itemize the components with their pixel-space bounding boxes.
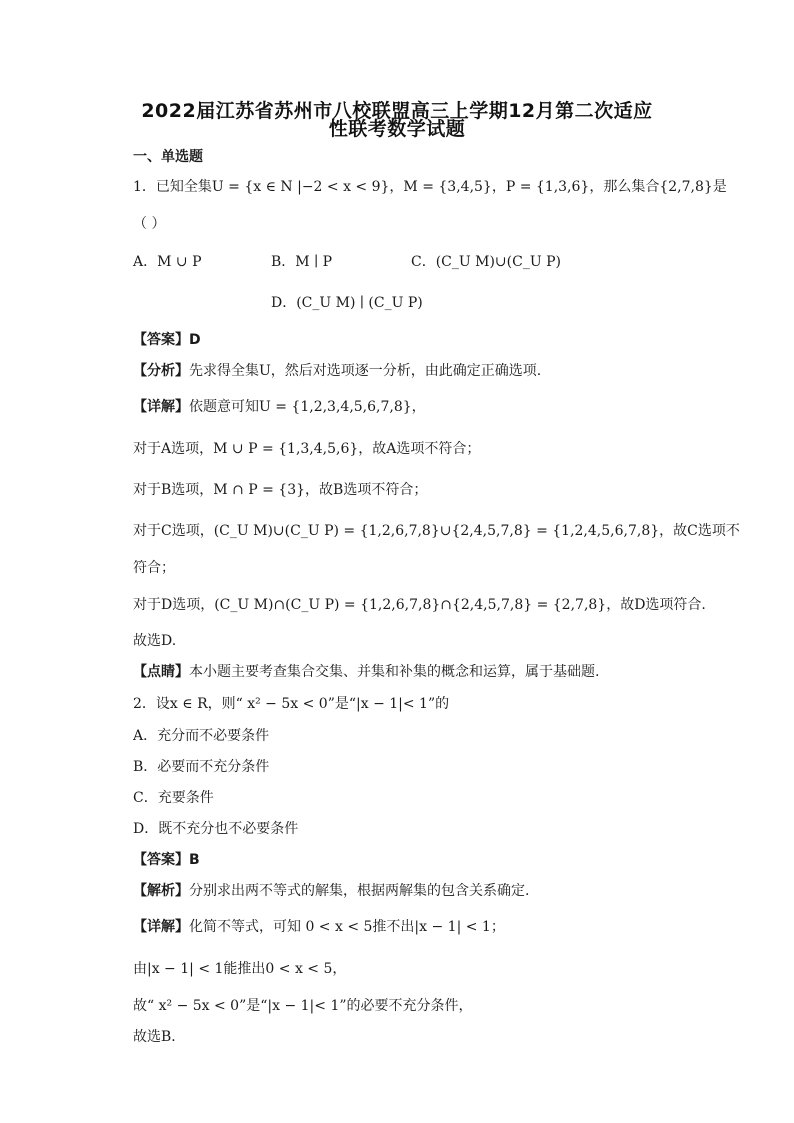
q1-paren: （ ） (133, 216, 166, 232)
q1-analysis-text: 先求得全集U，然后对选项逐一分析，由此确定正确选项. (189, 363, 542, 379)
q1-answer (133, 329, 201, 349)
q2-detail-line-3: 故“ x² − 5x < 0”是“|x − 1|< 1”的必要不充分条件， (133, 998, 473, 1014)
q1-option-a-analysis: 对于A选项，M ∪ P = {1,3,4,5,6}，故A选项不符合； (133, 441, 481, 457)
q1-comment-text: 本小题主要考查集合交集、并集和补集的概念和运算，属于基础题. (189, 664, 600, 680)
q2-analysis-tag: 【解析】 (133, 883, 189, 899)
q1-conclusion: 故选D. (133, 633, 177, 649)
q2-analysis (133, 880, 529, 900)
q1-comment (133, 661, 599, 681)
q1-option-d: D．(C_U M) ∣ (C_U P) (271, 295, 423, 311)
q1-detail-tag: 【详解】 (133, 399, 189, 415)
q1-option-d-analysis: 对于D选项，(C_U M)∩(C_U P) = {1,2,6,7,8}∩{2,4,5,7,8} = {2,7,8}，故D选项符合. (133, 597, 706, 613)
q1-option-c-analysis-cont: 符合； (133, 560, 175, 576)
q2-detail (133, 916, 505, 936)
q2-detail-tag: 【详解】 (133, 919, 189, 935)
q2-answer (133, 849, 200, 869)
q2-stem: 2．设x ∈ R，则“ x² − 5x < 0”是“|x − 1|< 1”的 (133, 696, 450, 712)
q1-answer-label: 【答案】D (133, 332, 201, 348)
q1-analysis-tag: 【分析】 (133, 363, 189, 379)
q2-detail-line-2: 由|x − 1| < 1能推出0 < x < 5， (133, 961, 347, 977)
q1-option-b-analysis: 对于B选项，M ∩ P = {3}，故B选项不符合； (133, 482, 428, 498)
q2-option-d: D．既不充分也不必要条件 (133, 821, 299, 837)
title-line-2: 性联考数学试题 (328, 118, 466, 140)
q2-detail-text: 化简不等式，可知 0 < x < 5推不出|x − 1| < 1； (189, 919, 505, 935)
q2-answer-label: 【答案】B (133, 852, 200, 868)
q1-option-c: C．(C_U M)∪(C_U P) (411, 254, 561, 270)
title-line-1: 2022届江苏省苏州市八校联盟高三上学期12月第二次适应 (141, 100, 653, 122)
q2-option-a: A．充分而不必要条件 (133, 728, 270, 744)
q1-option-b: B．M ∣ P (271, 254, 333, 270)
q1-option-c-analysis: 对于C选项，(C_U M)∪(C_U P) = {1,2,6,7,8}∪{2,4,5,7,8} = {1,2,4,5,6,7,8}，故C选项不 (133, 523, 740, 539)
q1-stem: 1．已知全集U = {x ∈ N |−2 < x < 9}，M = {3,4,5}，P = {1,3,6}，那么集合{2,7,8}是 (133, 179, 727, 195)
section-heading: 一、单选题 (133, 149, 203, 165)
q2-option-c: C．充要条件 (133, 790, 214, 806)
q1-comment-tag: 【点睛】 (133, 664, 189, 680)
q2-analysis-text: 分别求出两不等式的解集，根据两解集的包含关系确定. (189, 883, 530, 899)
q1-detail (133, 396, 426, 416)
q2-option-b: B．必要而不充分条件 (133, 759, 270, 775)
q2-conclusion: 故选B． (133, 1029, 186, 1045)
q1-analysis (133, 360, 541, 380)
q1-detail-text: 依题意可知U = {1,2,3,4,5,6,7,8}， (189, 399, 426, 415)
q1-option-a: A．M ∪ P (133, 254, 202, 270)
